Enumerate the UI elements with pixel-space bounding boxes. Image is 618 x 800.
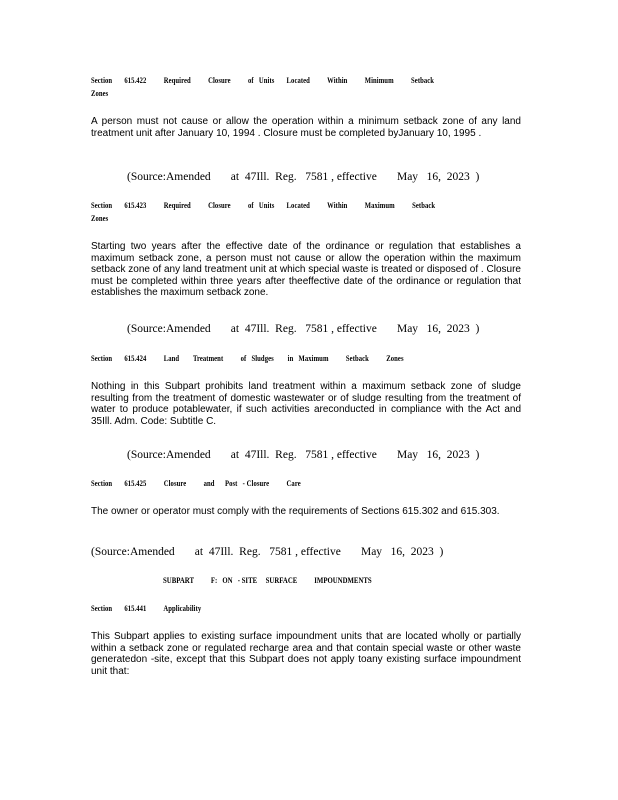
section-heading-615-422-cont: Zones — [91, 88, 109, 98]
section-body-615-423: Starting two years after the effective date of the ordinance or regulation that establishes a maximum setback zone, a person must not cause or allow the operation within the maximum setback zone of any land treatment unit at which special waste is treated or disposed of . Closure must be completed within three years after theeffective date of the ordinance or regulation that establishes the maximum setback zone. — [91, 241, 521, 298]
subpart-title: SUBPART F: ON - SITE SURFACE IMPOUNDMENTS — [163, 575, 372, 585]
source-note-615-425: (Source:Amended at 47Ill. Reg. 7581 , effective May 16, 2023 ) — [91, 546, 444, 558]
section-heading-615-423-cont: Zones — [91, 213, 109, 223]
section-heading-615-422: Section 615.422 Required Closure of Units Located Within Minimum Setback — [91, 75, 435, 85]
section-heading-615-423: Section 615.423 Required Closure of Units Located Within Maximum Setback — [91, 200, 436, 210]
source-note-615-423: (Source:Amended at 47Ill. Reg. 7581 , effective May 16, 2023 ) — [127, 323, 480, 335]
section-body-615-425: The owner or operator must comply with the requirements of Sections 615.302 and 615.303. — [91, 506, 500, 517]
section-body-615-422: A person must not cause or allow the operation within a minimum setback zone of any land treatment unit after January 10, 1994 . Closure must be completed byJanuary 10, 1995 . — [91, 116, 521, 139]
section-body-615-424: Nothing in this Subpart prohibits land treatment within a maximum setback zone of sludge resulting from the treatment of domestic wastewater or of sludge resulting from the treatment of water to produce potablewater, if such activities areconducted in compliance with the Act and 35Ill. Adm. Code: Subtitle C. — [91, 381, 521, 427]
source-note-615-424: (Source:Amended at 47Ill. Reg. 7581 , effective May 16, 2023 ) — [127, 449, 480, 461]
section-body-615-441: This Subpart applies to existing surface impoundment units that are located wholly or partially within a setback zone or regulated recharge area and that contain special waste or other waste generatedon -site, except that this Subpart does not apply toany existing surface impoundment unit that: — [91, 631, 521, 677]
source-note-615-422: (Source:Amended at 47Ill. Reg. 7581 , effective May 16, 2023 ) — [127, 171, 480, 183]
section-heading-615-441: Section 615.441 Applicability — [91, 603, 202, 613]
section-heading-615-425: Section 615.425 Closure and Post - Closure Care — [91, 478, 301, 488]
section-heading-615-424: Section 615.424 Land Treatment of Sludges in Maximum Setback Zones — [91, 353, 404, 363]
